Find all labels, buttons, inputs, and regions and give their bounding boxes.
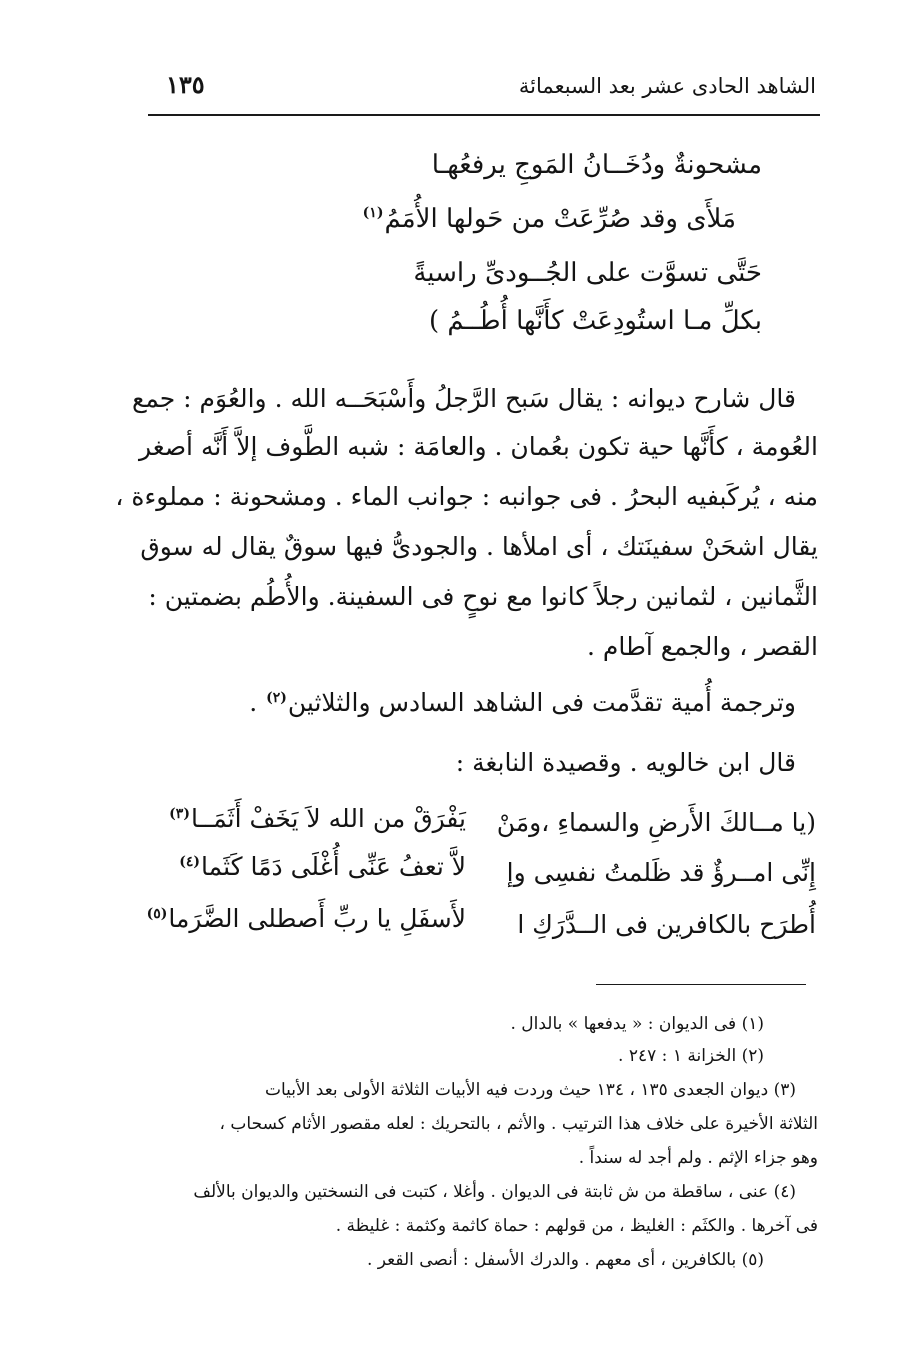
footnote: (٢) الخزانة ١ : ٢٤٧ . xyxy=(618,1046,764,1066)
footnote: (٤) عنى ، ساقطة من ش ثابتة فى الديوان . وأغلا ، كتبت فى النسختين والديوان بالألف xyxy=(193,1182,796,1202)
verse-line: بكلِّ مـا استُودِعَتْ كأَنَّها أُطُــمُ ) xyxy=(428,306,762,336)
verse-hemistich-left: لأَسفَلِ يا ربِّ أَصطلى الضَّرَما$^{(٥)}$ xyxy=(146,904,466,933)
footnote-ref: (٤) xyxy=(179,853,201,870)
footnote-rule xyxy=(596,984,806,985)
prose-line: الثَّمانين ، لثمانين رجلاً كانوا مع نوحٍ فى السفينة. والأُطُم بضمتين : xyxy=(148,582,818,611)
footnote-ref: (١) xyxy=(362,205,384,222)
prose-line: قال ابن خالويه . وقصيدة النابغة : xyxy=(455,748,796,777)
footnote: (١) فى الديوان : « يدفعها » بالدال . xyxy=(510,1014,764,1034)
prose-line: العُومة ، كأَنَّها حية تكون بعُمان . والعامَة : شبه الطَّوف إلاَّ أَنَّه أصغر xyxy=(138,432,818,461)
verse-hemistich-right: إِنِّى امــرؤٌ قد ظَلمتُ نفسِى وإ xyxy=(506,858,816,887)
prose-line: القصر ، والجمع آطام . xyxy=(587,632,818,661)
verse-hemistich-right: (يا مــالكَ الأَرضِ والسماءِ ،ومَنْ xyxy=(496,808,816,837)
prose-line: وترجمة أُمية تقدَّمت فى الشاهد السادس والثلاثين$^{(٢)}$ . xyxy=(249,688,796,717)
verse-hemistich-left: لاَّ تعفُ عَنِّى أُغْلَى دَمًا كَثَما$^{(٤)}$ xyxy=(179,852,466,881)
footnote-continuation: فى آخرها . والكثَم : الغليظ ، من قولهم : حماة كاثمة وكثمة : غليظة . xyxy=(335,1216,818,1236)
page-number: ١٣٥ xyxy=(166,70,205,99)
footnote: (٥) بالكافرين ، أى معهم . والدرك الأسفل : أنصى القعر . xyxy=(366,1250,764,1270)
prose-line: يقال اشحَنْ سفينَتك ، أى املأها . والجودىُّ فيها سوقٌ يقال له سوق xyxy=(140,532,818,561)
footnote-ref: (٥) xyxy=(146,905,168,922)
header-rule xyxy=(148,114,820,116)
verse-line: مَلأَى وقد صُرِّعَتْ من حَولها الأُمَمُ$^{(١)}$ xyxy=(362,204,736,234)
footnote-continuation: الثلاثة الأخيرة على خلاف هذا الترتيب . والأثم ، بالتحريك : لعله مقصور الأثام كسحاب ، xyxy=(219,1114,818,1134)
footnote-ref: (٢) xyxy=(266,689,287,706)
verse-line: مشحونةٌ ودُخَــانُ المَوجِ يرفعُهـا xyxy=(431,150,762,180)
footnote-ref: (٣) xyxy=(169,805,190,822)
prose-line: منه ، يُركَبفيه البحرُ . فى جوانبه : جوانب الماء . ومشحونة : مملوءة ، xyxy=(115,482,818,511)
verse-line: حَتَّى تسوَّت على الجُــودىِّ راسيةً xyxy=(413,258,762,288)
prose-line: قال شارح ديوانه : يقال سَبح الرَّجلُ وأَسْبَحَــه الله . والعُوَم : جمع xyxy=(132,384,796,413)
verse-hemistich-right: أُطرَح بالكافرين فى الــدَّرَكِ ا xyxy=(517,910,816,939)
verse-hemistich-left: يَفْرَقْ من الله لاَ يَخَفْ أَثَمَــا$^{(٣)}$ xyxy=(169,804,466,833)
running-header-title: الشاهد الحادى عشر بعد السبعمائة xyxy=(518,74,816,98)
footnote-continuation: وهو جزاء الإثم . ولم أجد له سنداً . xyxy=(578,1148,818,1168)
footnote: (٣) ديوان الجعدى ١٣٥ ، ١٣٤ حيث وردت فيه الأبيات الثلاثة الأولى بعد الأبيات xyxy=(264,1080,796,1100)
